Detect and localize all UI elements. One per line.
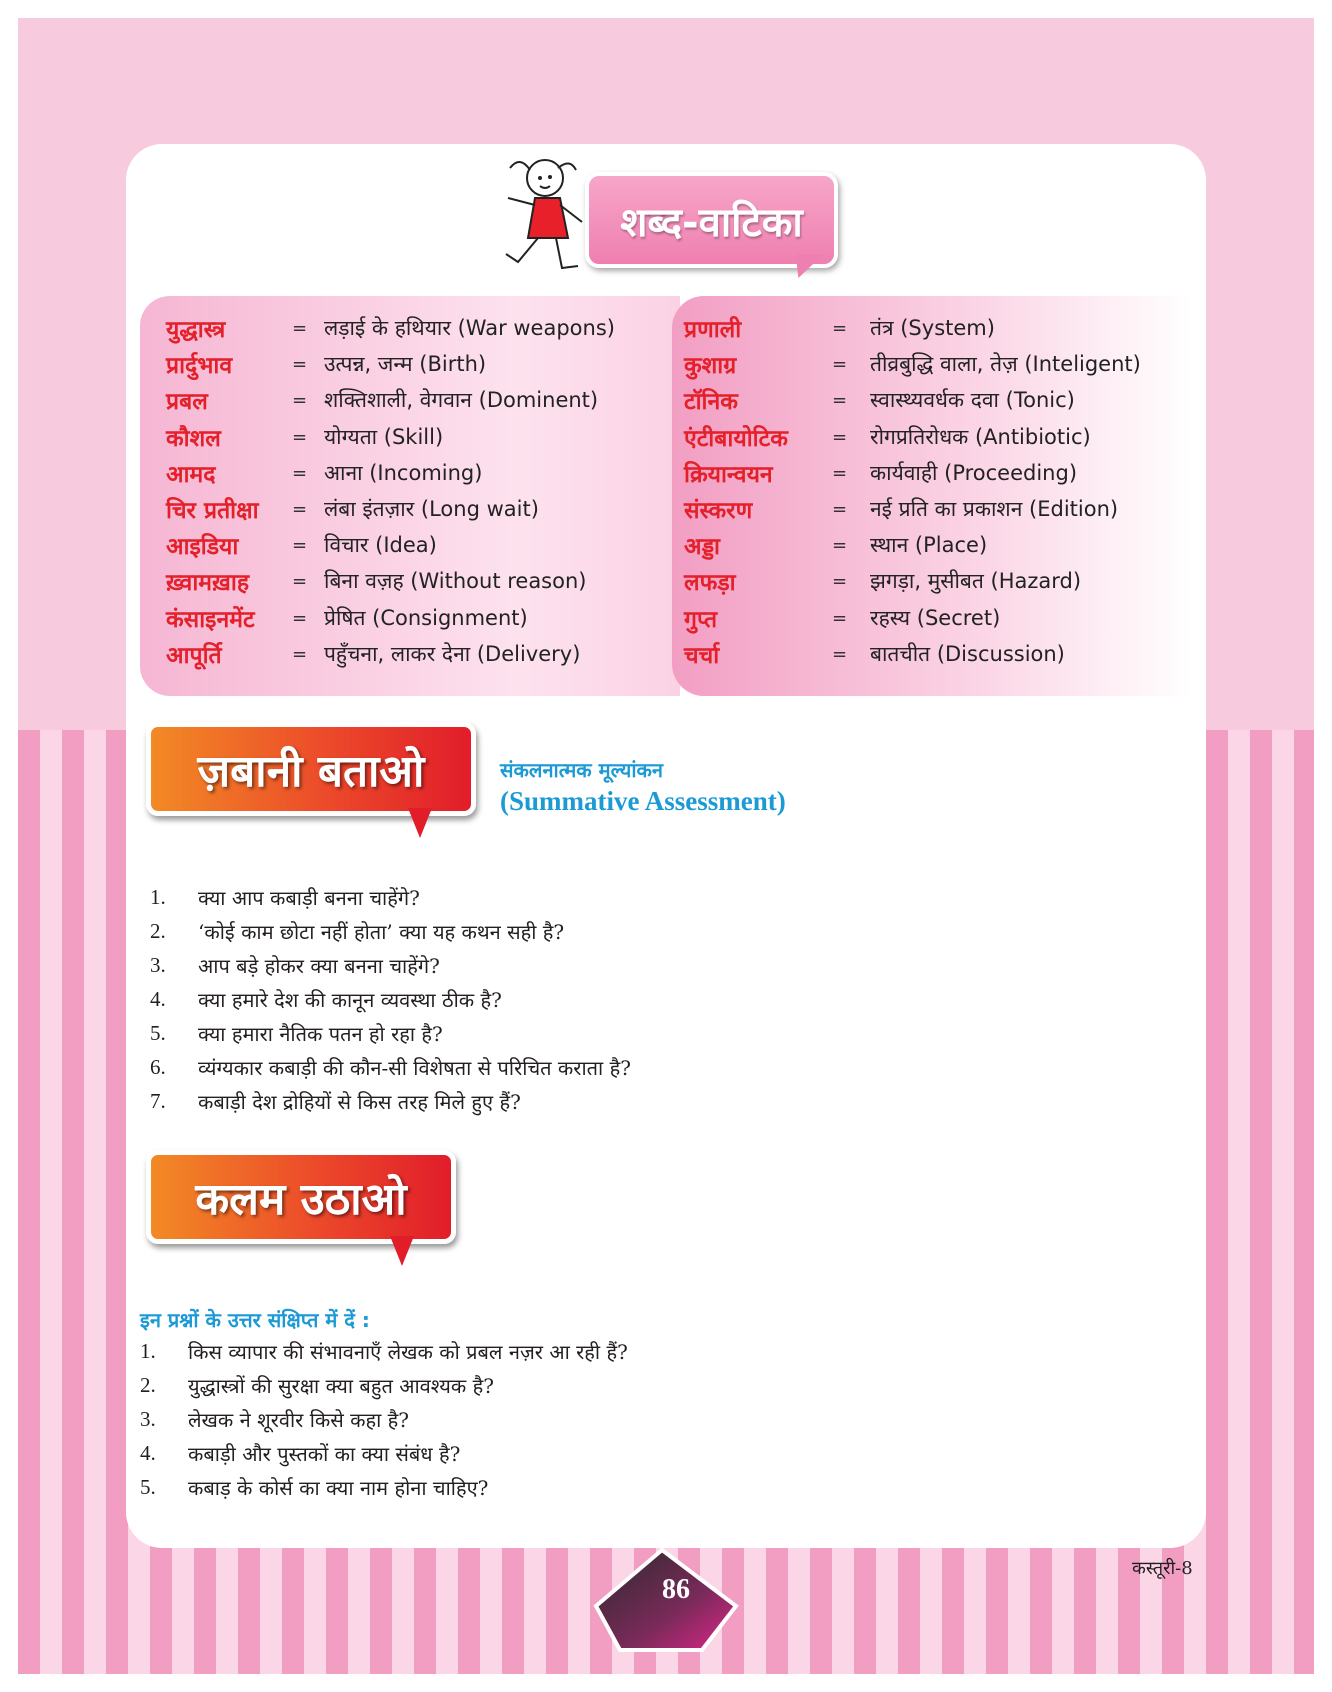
equals-sign: = bbox=[832, 462, 848, 484]
written-instruction: इन प्रश्नों के उत्तर संक्षिप्त में दें : bbox=[140, 1308, 370, 1332]
vocab-word: लफड़ा bbox=[684, 570, 736, 596]
vocab-meaning: उत्पन्न, जन्म (Birth) bbox=[324, 352, 487, 376]
book-name: कस्तूरी-8 bbox=[1132, 1558, 1193, 1579]
vocab-word: चिर प्रतीक्षा bbox=[166, 498, 259, 524]
vocab-word: टॉनिक bbox=[684, 389, 738, 415]
equals-sign: = bbox=[832, 426, 848, 448]
oral-questions-list bbox=[150, 880, 631, 1118]
question-item bbox=[140, 1436, 628, 1470]
written-questions-list bbox=[140, 1334, 628, 1504]
question-text: युद्धास्त्रों की सुरक्षा क्या बहुत आवश्यक है? bbox=[188, 1373, 494, 1398]
vocab-meaning: बातचीत (Discussion) bbox=[870, 642, 1065, 666]
vocab-meaning: कार्यवाही (Proceeding) bbox=[870, 461, 1078, 485]
vocab-word: कुशाग्र bbox=[684, 353, 737, 379]
question-number: 1. bbox=[140, 1338, 156, 1363]
question-number: 5. bbox=[150, 1020, 166, 1045]
question-number: 6. bbox=[150, 1054, 166, 1079]
question-item bbox=[150, 948, 631, 982]
equals-sign: = bbox=[292, 353, 308, 375]
vocab-meaning: विचार (Idea) bbox=[324, 533, 437, 557]
oral-heading-box bbox=[146, 722, 476, 816]
vocab-word: युद्धास्त्र bbox=[166, 317, 226, 343]
vocab-meaning: आना (Incoming) bbox=[324, 461, 483, 485]
question-text: आप बड़े होकर क्या बनना चाहेंगे? bbox=[198, 953, 440, 978]
equals-sign: = bbox=[292, 570, 308, 592]
question-text: व्यंग्यकार कबाड़ी की कौन-सी विशेषता से परिचित कराता है? bbox=[198, 1055, 631, 1080]
vocab-word: संस्करण bbox=[684, 498, 753, 524]
equals-sign: = bbox=[832, 389, 848, 411]
vocab-meaning: नई प्रति का प्रकाशन (Edition) bbox=[870, 497, 1119, 521]
vocab-meaning: तंत्र (System) bbox=[870, 316, 995, 340]
vocab-word: आइडिया bbox=[166, 534, 239, 560]
equals-sign: = bbox=[832, 607, 848, 629]
question-number: 1. bbox=[150, 884, 166, 909]
question-text: ‘कोई काम छोटा नहीं होता’ क्या यह कथन सही है? bbox=[198, 919, 565, 944]
assessment-english: (Summative Assessment) bbox=[500, 786, 786, 816]
vocab-meaning: झगड़ा, मुसीबत (Hazard) bbox=[870, 569, 1082, 593]
equals-sign: = bbox=[832, 317, 848, 339]
question-number: 3. bbox=[140, 1406, 156, 1431]
vocab-word: कौशल bbox=[166, 426, 221, 452]
question-number: 5. bbox=[140, 1474, 156, 1499]
vocab-word: गुप्त bbox=[684, 607, 718, 633]
vocab-meaning: योग्यता (Skill) bbox=[324, 425, 444, 449]
vocab-word: कंसाइनमेंट bbox=[166, 607, 255, 633]
vocab-word: ख़्वामख़ाह bbox=[166, 570, 250, 596]
question-number: 7. bbox=[150, 1088, 166, 1113]
question-item bbox=[150, 914, 631, 948]
question-item bbox=[150, 1050, 631, 1084]
equals-sign: = bbox=[832, 570, 848, 592]
vocab-meaning: शक्तिशाली, वेगवान (Dominent) bbox=[324, 388, 599, 412]
equals-sign: = bbox=[292, 607, 308, 629]
question-text: लेखक ने शूरवीर किसे कहा है? bbox=[188, 1407, 409, 1432]
page-number-badge bbox=[590, 1546, 740, 1654]
vocab-meaning: स्वास्थ्यवर्धक दवा (Tonic) bbox=[870, 388, 1075, 412]
question-number: 3. bbox=[150, 952, 166, 977]
equals-sign: = bbox=[292, 534, 308, 556]
equals-sign: = bbox=[292, 498, 308, 520]
question-item bbox=[140, 1334, 628, 1368]
vocab-word: आमद bbox=[166, 462, 216, 488]
vocab-meaning: प्रेषित (Consignment) bbox=[324, 606, 528, 630]
equals-sign: = bbox=[832, 498, 848, 520]
vocab-meaning: स्थान (Place) bbox=[870, 533, 988, 557]
question-text: क्या हमारे देश की कानून व्यवस्था ठीक है? bbox=[198, 987, 502, 1012]
vocab-meaning: तीव्रबुद्धि वाला, तेज़ (Inteligent) bbox=[870, 352, 1141, 376]
question-text: क्या आप कबाड़ी बनना चाहेंगे? bbox=[198, 885, 420, 910]
question-number: 4. bbox=[150, 986, 166, 1011]
vocab-word: एंटीबायोटिक bbox=[684, 426, 788, 452]
question-item bbox=[140, 1402, 628, 1436]
question-text: कबाड़ी और पुस्तकों का क्या संबंध है? bbox=[188, 1441, 461, 1466]
vocab-meaning: बिना वज़ह (Without reason) bbox=[324, 569, 587, 593]
vocab-meaning: रहस्य (Secret) bbox=[870, 606, 1001, 630]
equals-sign: = bbox=[292, 426, 308, 448]
vocab-meaning: लंबा इंतज़ार (Long wait) bbox=[324, 497, 539, 521]
written-heading-box bbox=[146, 1150, 456, 1244]
girl-illustration-icon bbox=[490, 150, 590, 280]
page-title: शब्द-वाटिका bbox=[620, 199, 803, 246]
vocab-meaning: रोगप्रतिरोधक (Antibiotic) bbox=[870, 425, 1091, 449]
oral-heading: ज़बानी बताओ bbox=[197, 746, 425, 797]
question-item bbox=[140, 1368, 628, 1402]
vocab-word: चर्चा bbox=[684, 643, 720, 669]
vocab-word: प्रबल bbox=[166, 389, 208, 415]
equals-sign: = bbox=[832, 353, 848, 375]
vocab-word: क्रियान्वयन bbox=[684, 462, 773, 488]
written-heading: कलम उठाओ bbox=[195, 1174, 407, 1225]
equals-sign: = bbox=[292, 462, 308, 484]
question-number: 2. bbox=[140, 1372, 156, 1397]
equals-sign: = bbox=[292, 643, 308, 665]
equals-sign: = bbox=[292, 317, 308, 339]
vocab-meaning: लड़ाई के हथियार (War weapons) bbox=[324, 316, 615, 340]
equals-sign: = bbox=[292, 389, 308, 411]
question-text: क्या हमारा नैतिक पतन हो रहा है? bbox=[198, 1021, 443, 1046]
question-text: कबाड़ के कोर्स का क्या नाम होना चाहिए? bbox=[188, 1475, 489, 1500]
question-item bbox=[150, 982, 631, 1016]
written-heading-tail bbox=[390, 1236, 414, 1266]
vocab-word: अड्डा bbox=[684, 534, 720, 560]
oral-heading-tail bbox=[408, 808, 432, 838]
question-item bbox=[150, 1084, 631, 1118]
question-number: 2. bbox=[150, 918, 166, 943]
vocab-word: आपूर्ति bbox=[166, 643, 222, 669]
equals-sign: = bbox=[832, 534, 848, 556]
assessment-hindi: संकलनात्मक मूल्यांकन bbox=[500, 758, 663, 782]
question-item bbox=[150, 1016, 631, 1050]
equals-sign: = bbox=[832, 643, 848, 665]
question-item bbox=[140, 1470, 628, 1504]
vocab-word: प्रणाली bbox=[684, 317, 742, 343]
question-text: किस व्यापार की संभावनाएँ लेखक को प्रबल नज़र आ रही हैं? bbox=[188, 1339, 628, 1364]
vocab-meaning: पहुँचना, लाकर देना (Delivery) bbox=[324, 642, 581, 666]
question-number: 4. bbox=[140, 1440, 156, 1465]
question-item bbox=[150, 880, 631, 914]
question-text: कबाड़ी देश द्रोहियों से किस तरह मिले हुए हैं? bbox=[198, 1089, 521, 1114]
page-number: 86 bbox=[662, 1574, 690, 1605]
vocab-word: प्रार्दुभाव bbox=[166, 353, 233, 379]
